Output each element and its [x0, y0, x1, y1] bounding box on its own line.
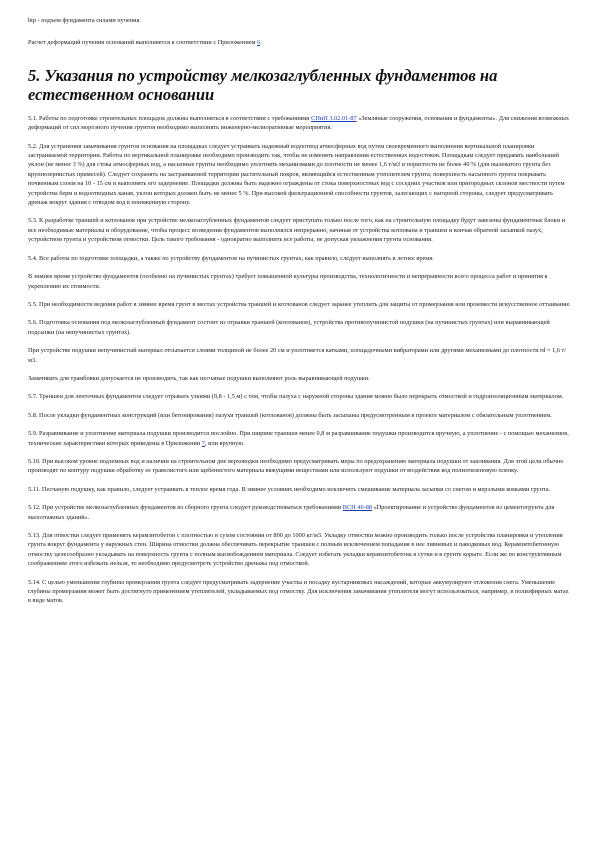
- appendix-6-link[interactable]: 6: [257, 39, 261, 47]
- paragraph-text: , или вручную.: [204, 439, 245, 447]
- paragraph-5-9: [28, 429, 571, 448]
- paragraph-text: «Проектирование и устройство фундаментов из цементогрунта для малоэтажных зданий».: [28, 504, 555, 521]
- paragraph-5-6: 5.6. Подготовка основания под мелкозаглубленный фундамент состоит из отрывки траншей (котлованов), устройства противопучинистой подушки (на пучинистых грунтах) или выравнивающей подсыпки (на непучинистых грунтах).: [28, 319, 550, 336]
- vsn-link[interactable]: ВСН 40-88: [342, 504, 372, 512]
- intro-line-1: htp - подъем фундамента силами пучения.: [28, 17, 141, 24]
- paragraph-text: 5.1. Работы по подготовке строительных площадок должны выполняться в соответствии с требованиями: [28, 114, 312, 122]
- paragraph-tamping: Замачивать для трамбовки допускается не производить, так как песчаные подушки выполняют роль выравнивающей подушки.: [28, 374, 370, 382]
- paragraph-5-7: 5.7. Траншеи для ленточных фундаментов следует отрывать узкими (0,8 - 1,5 м) с тем, чтобы пазуха с наружной стороны здания можно было перекрыть отмосткой и гидроизоляционным материалом.: [28, 393, 564, 401]
- paragraph-winter: В зимнее время устройство фундаментов (особенно на пучинистых грунтах) требует повышенной культуры производства, технологичности и непрерывности всего процесса работ и принятия к укреплению их стоимости.: [28, 273, 548, 290]
- paragraph-5-1: [28, 114, 571, 133]
- paragraph-text: 5.12. При устройстве мелкозаглубленных фундаментов из сборного грунта следует руководствоваться требованиями: [28, 504, 343, 512]
- paragraph-5-10: 5.10. При высоком уровне подземных вод и наличии на строительном дне верховодки необходимо предусматривать меры по предохранению материала подушки от заиливания. Для этой цели обычно производят по контуру подушки обработку ее гравелистого или щебенистого материала вяжущими веществами или используют подушки от воздействия вод полиэтиленовую пленку.: [28, 457, 564, 475]
- paragraph-5-4: 5.4. Все работы по подготовке площадки, а также по устройству фундаментов на пучинистых грунтах, как правило, следует выполнять в летнее время.: [28, 254, 434, 262]
- paragraph-5-14: 5.14. С целью уменьшения глубины промерзания грунта следует предусматривать задернение участка и посадку кустарниковых насаждений, которые аккумулируют отложения снега. Уменьшение глубины промерзания может быть достигнуто применением утеплителей, укладываемых под отмостку. Для исключения замачивания утеплителя могут использоваться, например, в полиэфирных матах в виде матов.: [28, 578, 569, 605]
- intro-line-2-end: .: [260, 39, 262, 47]
- paragraph-text: 5.9. Разравнивание и уплотнение материала подушки производится послойно. При ширине траншеи менее 0,8 м разравнивание подушки производится вручную, а уплотнение - с помощью механизмов, технические характеристики которых приведены в Приложении: [28, 430, 569, 447]
- intro-line-2: [28, 38, 571, 47]
- paragraph-5-8: 5.8. После укладки фундаментных конструкций (или бетонирования) пазухи траншей (котлованов) должны быть засыпаны предусмотренным в проекте материалом с обязательным уплотнением.: [28, 411, 552, 419]
- paragraph-5-3: 5.3. К разработке траншей и котлованов при устройстве мелкозаглубленных фундаментов следует приступать только после того, как на строительную площадку будут завезены фундаментные блоки и все необходимые материалы и оборудование, чтобы процесс возведения фундаментов выполнялся непрерывно, начиная от устройства котлована и траншеи и кончая обратной засыпкой пазух, устройством грунта и устройством отмостки. Цель такого требования - однократно выполнить все работы, не допуская увлажнения грунта основания.: [28, 217, 565, 244]
- paragraph-5-2: 5.2. Для устранения замачивания грунтов основания на площадках следует устраивать надежный водоотвод атмосферных вод путем своевременного выполнения вертикальной планировки застраиваемой территории. Работы по вертикальной планировке необходимо производить так, чтобы не изменять направления естественных водостоков. Площадкам следует придавать наибольший уклон (не менее 3 %) для стока атмосферных вод, а насыпные грунты необходимо уплотнять механизмами до плотности не менее 1,6 т/м3 и пористости не более 40 % (для пылеватого грунта без крупнозернистых примесей). Следует сохранять на застраиваемой территории растительный покров, являющийся естественным утеплителем грунта; поверхность насыпного грунта покрывать почвенным слоем на 10 - 15 см и выполнять его задернение. Площадки должны быть надежно ограждены от стока поверхностных вод с соседних участков или пригородных склонов местности путем устройства берм и водоотводных канав, уклон которых должен быть не менее 5 %. При высокой фильтрационной способности грунтов, залегающих с нагорной стороны, следует предусматривать дренаж вокруг здания с отводом вод в пониженную сторону.: [28, 142, 565, 207]
- paragraph-text: «Земляные сооружения, основания и фундаменты». Для снижения возможных деформаций от сил морозного пучения грунтов необходимо выполнять инженерно-мелиоративные мероприятия.: [28, 114, 569, 132]
- paragraph-5-5: 5.5. При необходимости ведения работ в зимнее время грунт в местах устройства траншей и котлованов следует заранее утеплить для защиты от промерзания или произвести искусственное оттаивание.: [28, 300, 571, 308]
- appendix-7-link[interactable]: 7: [201, 439, 205, 447]
- paragraph-5-12: [28, 503, 571, 522]
- section-title: 5. Указания по устройству мелкозаглубленных фундаментов на естественном основании: [28, 65, 498, 104]
- snip-link[interactable]: СНиП 3.02.01-87: [311, 114, 357, 122]
- paragraph-cushion: При устройстве подушки непучинистый материал отсыпается слоями толщиной не более 20 см и уплотняется катками, площадочными вибраторами или другими механизмами до плотности rd = 1,6 т/м3.: [28, 347, 567, 364]
- intro-line-2-text: Расчет деформаций пучения оснований выполняется в соответствии с Приложением: [28, 39, 258, 47]
- paragraph-5-11: 5.11. Песчаную подушку, как правило, следует устраивать в теплое время года. В зимнее условиях необходимо исключить смешивание материала засыпки со снегом и мерзлыми комьями грунта.: [28, 485, 551, 493]
- paragraph-5-13: 5.13. Для отмостки следует применять керамзитобетон с плотностью в сухом состоянии от 800 до 1000 кг/м3. Укладку отмостки можно производить только после устройства планировки и утепления грунта вокруг фундамента у наружных стен. Ширина отмостки должна обеспечивать перекрытие траншеи с полным исключением попадания в нее ливневых и паводковых вод. Керамзитобетонную отмостку целесообразно укладывать на поверхность грунта с полным высвобождением материала. Следует избегать укладки керамзитобетона в сутки и в грунте корыте. Если же по конструктивным соображениям этого избежать нельзя, то необходимо предусмотреть устройство дренажа под отмосткой.: [28, 532, 563, 568]
